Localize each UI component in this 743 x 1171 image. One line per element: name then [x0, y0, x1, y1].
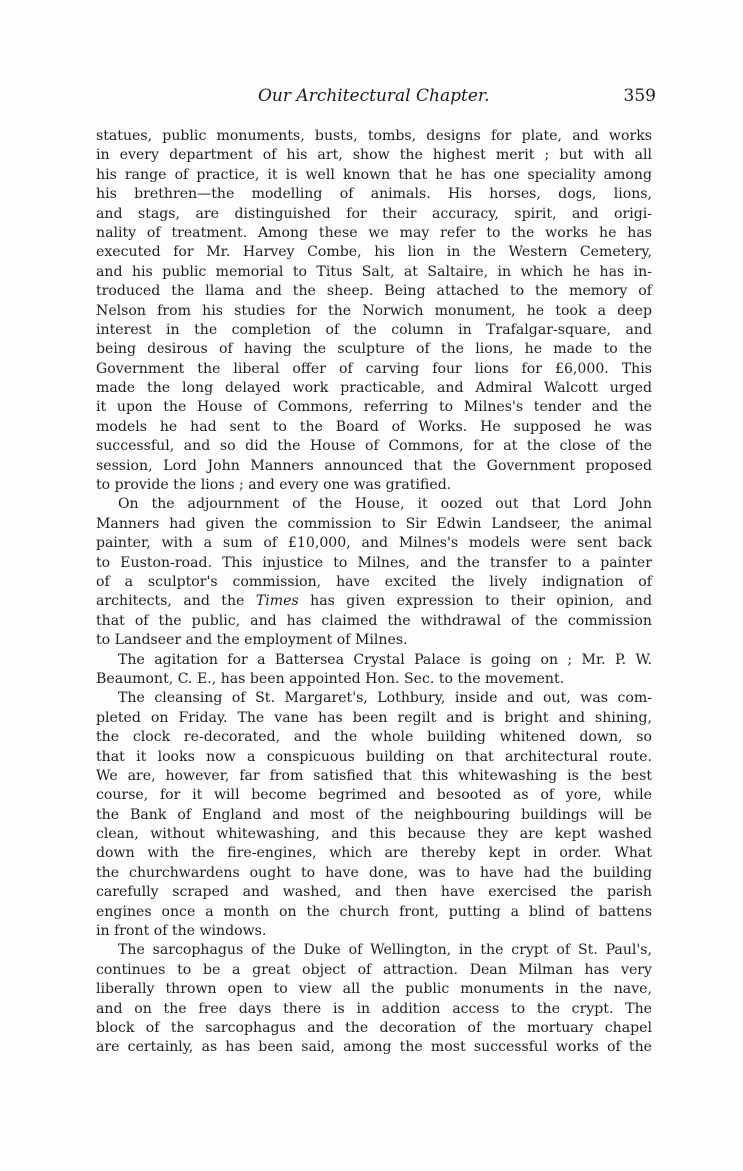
text-line-segment: The cleansing of St. Margaret's, Lothbury, inside and out, was com- [118, 690, 652, 707]
text-line [96, 748, 652, 767]
text-line [96, 321, 652, 340]
text-line-segment: clean, without whitewashing, and this because they are kept washed [96, 826, 652, 843]
text-line-segment: and his public memorial to Titus Salt, at Saltaire, in which he has in- [96, 263, 652, 280]
text-line-segment: Nelson from his studies for the Norwich monument, he took a deep [96, 302, 652, 319]
text-line-segment: statues, public monuments, busts, tombs, designs for plate, and works [96, 128, 652, 144]
text-line-segment: his range of practice, it is well known that he has one speciality among [96, 166, 652, 183]
text-line-segment: block of the sarcophagus and the decoration of the mortuary chapel [96, 1019, 652, 1036]
text-line [96, 379, 652, 398]
text-line [96, 941, 652, 960]
text-line [96, 709, 652, 728]
text-line [96, 205, 652, 224]
article-body [96, 127, 652, 1058]
text-line [96, 302, 652, 321]
text-line-segment: interest in the completion of the column in Trafalgar-square, and [96, 321, 652, 338]
text-line [96, 282, 652, 301]
text-line [96, 689, 652, 708]
text-line [96, 554, 652, 573]
text-line [96, 340, 652, 359]
text-line [96, 166, 652, 185]
text-line-segment: that it looks now a conspicuous building on that architectural route. [96, 748, 652, 765]
text-line-segment: continues to be a great object of attraction. Dean Milman has very [96, 961, 652, 978]
text-line-segment: to Landseer and the employment of Milnes. [96, 632, 408, 649]
text-line-segment: being desirous of having the sculpture of the lions, he made to the [96, 341, 652, 358]
text-line-segment: troduced the llama and the sheep. Being attached to the memory of [96, 283, 652, 300]
text-line-segment: are certainly, as has been said, among the most successful works of the [96, 1039, 652, 1056]
text-line [96, 457, 652, 476]
text-line [96, 515, 652, 534]
text-line [96, 651, 652, 670]
text-line-segment: executed for Mr. Harvey Combe, his lion in the Western Cemetery, [96, 244, 652, 261]
text-line-segment: The sarcophagus of the Duke of Wellington, in the crypt of St. Paul's, [118, 942, 652, 959]
text-line-segment: and on the free days there is in addition access to the crypt. The [96, 1000, 652, 1017]
text-line [96, 825, 652, 844]
text-line [96, 612, 652, 631]
text-line [96, 146, 652, 165]
text-line-segment: in every department of his art, show the highest merit ; but with all [96, 147, 652, 164]
text-line [96, 961, 652, 980]
text-line-segment: pleted on Friday. The vane has been regilt and is bright and shining, [96, 709, 652, 726]
text-line [96, 360, 652, 379]
text-line-segment: nality of treatment. Among these we may refer to the works he has [96, 224, 652, 241]
text-line [96, 418, 652, 437]
text-line [96, 185, 652, 204]
text-line-segment: to provide the lions ; and every one was gratified. [96, 477, 452, 494]
text-line [96, 476, 652, 495]
text-line-segment: liberally thrown open to view all the public monuments in the nave, [96, 981, 652, 998]
text-line-segment: Beaumont, C. E., has been appointed Hon. Sec. to the movement. [96, 670, 565, 687]
text-line-segment: it upon the House of Commons, referring to Milnes's tender and the [96, 399, 652, 416]
text-line-segment: architects, and the [96, 593, 256, 610]
text-line-segment: models he had sent to the Board of Works. He supposed he was [96, 418, 652, 435]
text-line [96, 883, 652, 902]
text-line-segment: has given expression to their opinion, and [298, 593, 652, 610]
italic-text-segment: Times [255, 593, 299, 610]
text-line-segment: painter, with a sum of £10,000, and Milnes's models were sent back [96, 535, 652, 552]
running-title: Our Architectural Chapter. [258, 86, 490, 106]
page-header [96, 86, 656, 114]
text-line [96, 864, 652, 883]
text-line [96, 806, 652, 825]
text-line [96, 573, 652, 592]
text-line-segment: and stags, are distinguished for their accuracy, spirit, and origi- [96, 205, 652, 222]
text-line [96, 670, 652, 689]
text-line [96, 786, 652, 805]
text-line [96, 398, 652, 417]
text-line-segment: that of the public, and has claimed the withdrawal of the commission [96, 612, 652, 629]
text-line [96, 631, 652, 650]
text-line-segment: We are, however, far from satisfied that this whitewashing is the best [96, 767, 652, 784]
text-line-segment: his brethren—the modelling of animals. His horses, dogs, lions, [96, 186, 652, 203]
text-line [96, 263, 652, 282]
text-line-segment: of a sculptor's commission, have excited the lively indignation of [96, 573, 652, 590]
text-line [96, 243, 652, 262]
text-line-segment: course, for it will become begrimed and besooted as of yore, while [96, 787, 652, 804]
text-line [96, 1019, 652, 1038]
text-line [96, 437, 652, 456]
text-line [96, 728, 652, 747]
text-line [96, 980, 652, 999]
text-line [96, 844, 652, 863]
page-number: 359 [623, 86, 656, 106]
text-line-segment: made the long delayed work practicable, and Admiral Walcott urged [96, 380, 652, 397]
text-line [96, 534, 652, 553]
text-line-segment: engines once a month on the church front, putting a blind of battens [96, 903, 652, 920]
text-line-segment: session, Lord John Manners announced that the Government proposed [96, 457, 652, 474]
text-line-segment: The agitation for a Battersea Crystal Palace is going on ; Mr. P. W. [118, 651, 652, 668]
text-line [96, 1038, 652, 1057]
text-line [96, 922, 652, 941]
text-line-segment: the churchwardens ought to have done, was to have had the building [96, 864, 652, 881]
text-line-segment: Government the liberal offer of carving four lions for £6,000. This [96, 360, 652, 377]
text-line-segment: to Euston-road. This injustice to Milnes, and the transfer to a painter [96, 554, 652, 571]
text-line [96, 495, 652, 514]
text-line-segment: the Bank of England and most of the neighbouring buildings will be [96, 806, 652, 823]
text-line-segment: down with the fire-engines, which are thereby kept in order. What [96, 845, 652, 862]
text-line-segment: in front of the windows. [96, 923, 267, 940]
text-line [96, 903, 652, 922]
text-line [96, 224, 652, 243]
text-line [96, 1000, 652, 1019]
text-line-segment: Manners had given the commission to Sir Edwin Landseer, the animal [96, 515, 652, 532]
text-line [96, 127, 652, 146]
text-line [96, 767, 652, 786]
text-line-segment: carefully scraped and washed, and then have exercised the parish [96, 884, 652, 901]
text-line-segment: the clock re-decorated, and the whole building whitened down, so [96, 729, 652, 746]
text-line-segment: successful, and so did the House of Commons, for at the close of the [96, 438, 652, 455]
text-line-segment: On the adjournment of the House, it oozed out that Lord John [118, 496, 652, 513]
text-line [96, 592, 652, 611]
